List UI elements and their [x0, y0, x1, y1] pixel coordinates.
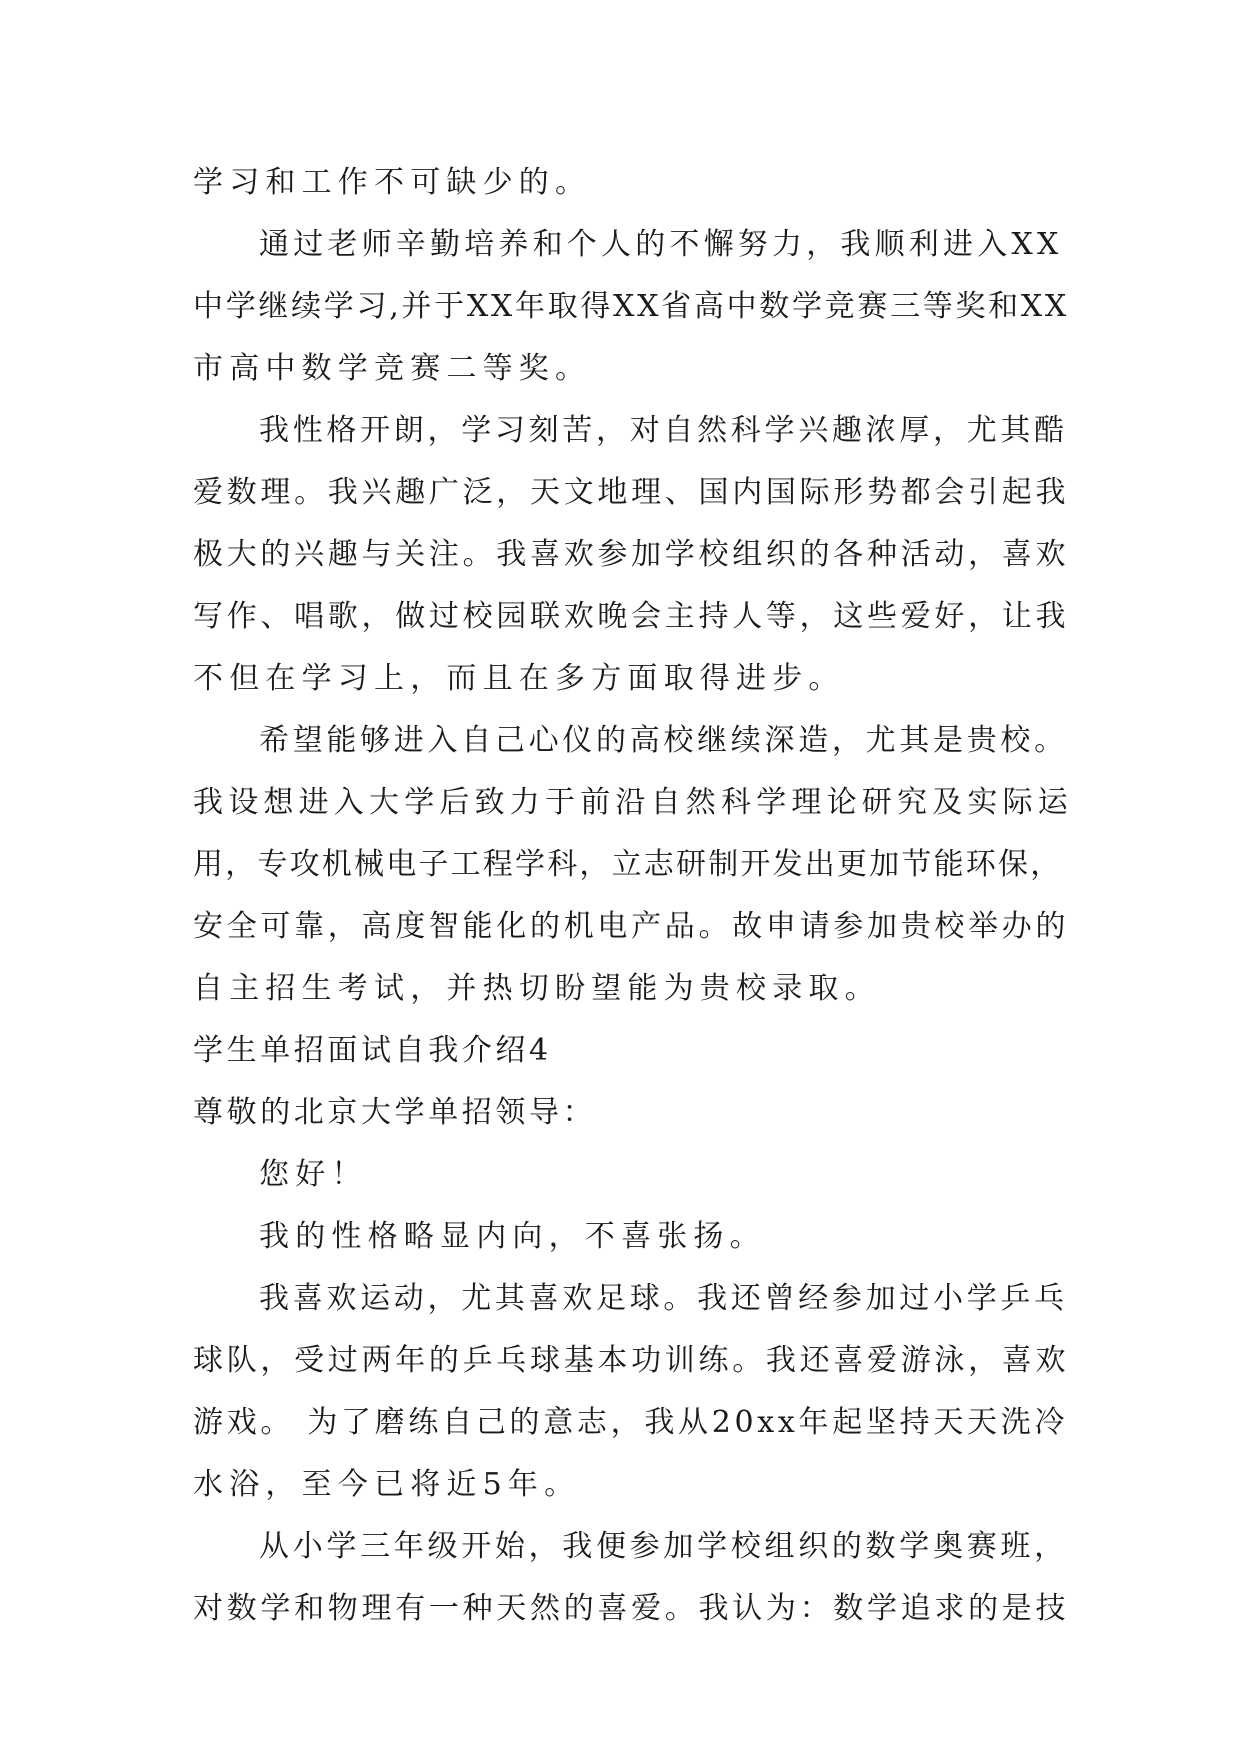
- paragraph-start-line: 通过老师辛勤培养和个人的不懈努力，我顺利进入XX: [259, 227, 1063, 262]
- paragraph-start-line: 从小学三年级开始，我便参加学校组织的数学奥赛班，: [259, 1529, 1068, 1564]
- greeting: 您好！: [259, 1157, 368, 1192]
- text-line: 水浴，至今已将近5年。: [193, 1467, 581, 1502]
- text-line: 中学继续学习,并于XX年取得XX省高中数学竞赛三等奖和XX: [193, 289, 1069, 324]
- text-line: 学习和工作不可缺少的。: [193, 165, 592, 200]
- text-line: 自主招生考试，并热切盼望能为贵校录取。: [193, 971, 881, 1006]
- text-line: 我设想进入大学后致力于前沿自然科学理论研究及实际运: [193, 785, 1073, 820]
- text-line: 游戏。 为了磨练自己的意志，我从20xx年起坚持天天洗冷: [193, 1405, 1069, 1440]
- paragraph-start-line: 我喜欢运动，尤其喜欢足球。我还曾经参加过小学乒乓: [259, 1281, 1068, 1316]
- text-line: 球队，受过两年的乒乓球基本功训练。我还喜爱游泳，喜欢: [193, 1343, 1070, 1378]
- section-heading: 学生单招面试自我介绍4: [193, 1033, 552, 1068]
- text-line: 极大的兴趣与关注。我喜欢参加学校组织的各种活动，喜欢: [193, 537, 1070, 572]
- text-line: 安全可靠，高度智能化的机电产品。故申请参加贵校举办的: [193, 909, 1070, 944]
- document-body: [193, 152, 1073, 1640]
- text-line: 爱数理。我兴趣广泛，天文地理、国内国际形势都会引起我: [193, 475, 1070, 510]
- text-line: 不但在学习上，而且在多方面取得进步。: [193, 661, 845, 696]
- text-line: 用，专攻机械电子工程学科，立志研制开发出更加节能环保，: [193, 847, 1063, 882]
- text-line: 市高中数学竞赛二等奖。: [193, 351, 592, 386]
- salutation: 尊敬的北京大学单招领导：: [193, 1095, 597, 1130]
- paragraph-start-line: 我性格开朗，学习刻苦，对自然科学兴趣浓厚，尤其酷: [259, 413, 1068, 448]
- paragraph-start-line: 我的性格略显内向，不喜张扬。: [259, 1219, 766, 1254]
- text-line: 对数学和物理有一种天然的喜爱。我认为：数学追求的是技: [193, 1591, 1070, 1626]
- paragraph-start-line: 希望能够进入自己心仪的高校继续深造，尤其是贵校。: [259, 723, 1068, 758]
- text-line: 写作、唱歌，做过校园联欢晚会主持人等，这些爱好，让我: [193, 599, 1070, 634]
